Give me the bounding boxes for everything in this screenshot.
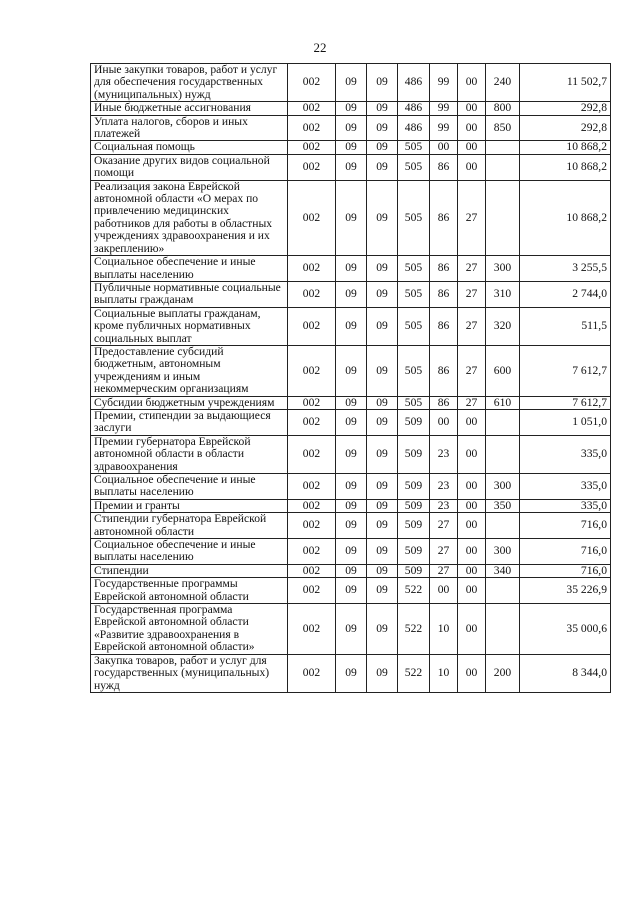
- ministry-code-cell: 002: [288, 604, 336, 655]
- section-code-cell: 09: [336, 256, 367, 282]
- item-name-cell: Публичные нормативные социальные выплаты гражданам: [91, 281, 288, 307]
- target-article-part1-cell: 522: [398, 604, 430, 655]
- item-name-cell: Стипендии губернатора Еврейской автономной области: [91, 513, 288, 539]
- ministry-code-cell: 002: [288, 499, 336, 512]
- subsection-code-cell: 09: [367, 345, 398, 396]
- subsection-code-cell: 09: [367, 396, 398, 409]
- target-article-part3-cell: 00: [458, 604, 486, 655]
- item-name-cell: Оказание других видов социальной помощи: [91, 154, 288, 180]
- subsection-code-cell: 09: [367, 102, 398, 115]
- item-name-cell: Социальное обеспечение и иные выплаты населению: [91, 256, 288, 282]
- target-article-part3-cell: 27: [458, 345, 486, 396]
- target-article-part1-cell: 509: [398, 435, 430, 473]
- amount-cell: 2 744,0: [520, 281, 611, 307]
- target-article-part2-cell: 86: [430, 307, 458, 345]
- item-name-cell: Государственные программы Еврейской автономной области: [91, 578, 288, 604]
- target-article-part2-cell: 10: [430, 654, 458, 692]
- target-article-part3-cell: 27: [458, 307, 486, 345]
- target-article-part2-cell: 00: [430, 141, 458, 154]
- item-name-cell: Социальная помощь: [91, 141, 288, 154]
- target-article-part3-cell: 00: [458, 409, 486, 435]
- ministry-code-cell: 002: [288, 578, 336, 604]
- table-row: [91, 578, 611, 604]
- target-article-part1-cell: 509: [398, 474, 430, 500]
- amount-cell: 3 255,5: [520, 256, 611, 282]
- target-article-part1-cell: 509: [398, 539, 430, 565]
- target-article-part3-cell: 27: [458, 281, 486, 307]
- item-name-cell: Премии губернатора Еврейской автономной области в области здравоохранения: [91, 435, 288, 473]
- section-code-cell: 09: [336, 578, 367, 604]
- expense-type-code-cell: [486, 604, 520, 655]
- expense-type-code-cell: [486, 513, 520, 539]
- amount-cell: 335,0: [520, 435, 611, 473]
- section-code-cell: 09: [336, 604, 367, 655]
- table-row: [91, 141, 611, 154]
- target-article-part1-cell: 509: [398, 513, 430, 539]
- target-article-part1-cell: 505: [398, 281, 430, 307]
- expense-type-code-cell: 350: [486, 499, 520, 512]
- item-name-cell: Стипендии: [91, 564, 288, 577]
- expense-type-code-cell: 300: [486, 539, 520, 565]
- target-article-part2-cell: 23: [430, 499, 458, 512]
- section-code-cell: 09: [336, 154, 367, 180]
- table-row: [91, 435, 611, 473]
- amount-cell: 1 051,0: [520, 409, 611, 435]
- subsection-code-cell: 09: [367, 281, 398, 307]
- target-article-part2-cell: 99: [430, 64, 458, 102]
- amount-cell: 11 502,7: [520, 64, 611, 102]
- ministry-code-cell: 002: [288, 180, 336, 255]
- table-row: [91, 115, 611, 141]
- target-article-part3-cell: 00: [458, 102, 486, 115]
- item-name-cell: Иные закупки товаров, работ и услуг для обеспечения государственных (муниципальных) нужд: [91, 64, 288, 102]
- item-name-cell: Социальные выплаты гражданам, кроме публичных нормативных социальных выплат: [91, 307, 288, 345]
- target-article-part2-cell: 23: [430, 474, 458, 500]
- subsection-code-cell: 09: [367, 141, 398, 154]
- ministry-code-cell: 002: [288, 307, 336, 345]
- ministry-code-cell: 002: [288, 141, 336, 154]
- target-article-part2-cell: 10: [430, 604, 458, 655]
- amount-cell: 10 868,2: [520, 141, 611, 154]
- table-row: [91, 499, 611, 512]
- ministry-code-cell: 002: [288, 654, 336, 692]
- expense-type-code-cell: [486, 409, 520, 435]
- target-article-part3-cell: 00: [458, 499, 486, 512]
- target-article-part1-cell: 505: [398, 396, 430, 409]
- ministry-code-cell: 002: [288, 102, 336, 115]
- target-article-part1-cell: 522: [398, 578, 430, 604]
- item-name-cell: Субсидии бюджетным учреждениям: [91, 396, 288, 409]
- target-article-part3-cell: 00: [458, 564, 486, 577]
- table-row: [91, 604, 611, 655]
- table-row: [91, 513, 611, 539]
- target-article-part3-cell: 00: [458, 115, 486, 141]
- expense-type-code-cell: 320: [486, 307, 520, 345]
- expense-type-code-cell: 200: [486, 654, 520, 692]
- subsection-code-cell: 09: [367, 654, 398, 692]
- expense-type-code-cell: [486, 180, 520, 255]
- table-row: [91, 564, 611, 577]
- target-article-part2-cell: 27: [430, 564, 458, 577]
- section-code-cell: 09: [336, 435, 367, 473]
- table-row: [91, 281, 611, 307]
- amount-cell: 35 226,9: [520, 578, 611, 604]
- subsection-code-cell: 09: [367, 578, 398, 604]
- table-row: [91, 154, 611, 180]
- section-code-cell: 09: [336, 499, 367, 512]
- item-name-cell: Закупка товаров, работ и услуг для государственных (муниципальных) нужд: [91, 654, 288, 692]
- target-article-part1-cell: 505: [398, 307, 430, 345]
- section-code-cell: 09: [336, 409, 367, 435]
- table-row: [91, 102, 611, 115]
- section-code-cell: 09: [336, 115, 367, 141]
- table-row: [91, 654, 611, 692]
- expense-type-code-cell: [486, 435, 520, 473]
- item-name-cell: Государственная программа Еврейской автономной области «Развитие здравоохранения в Еврейской автономной области»: [91, 604, 288, 655]
- table-row: [91, 256, 611, 282]
- target-article-part2-cell: 99: [430, 115, 458, 141]
- amount-cell: 10 868,2: [520, 180, 611, 255]
- target-article-part1-cell: 509: [398, 409, 430, 435]
- section-code-cell: 09: [336, 307, 367, 345]
- section-code-cell: 09: [336, 180, 367, 255]
- target-article-part2-cell: 27: [430, 513, 458, 539]
- target-article-part3-cell: 00: [458, 654, 486, 692]
- section-code-cell: 09: [336, 513, 367, 539]
- target-article-part1-cell: 486: [398, 64, 430, 102]
- expense-type-code-cell: 610: [486, 396, 520, 409]
- item-name-cell: Социальное обеспечение и иные выплаты населению: [91, 474, 288, 500]
- amount-cell: 35 000,6: [520, 604, 611, 655]
- expense-type-code-cell: 600: [486, 345, 520, 396]
- expense-type-code-cell: 800: [486, 102, 520, 115]
- target-article-part2-cell: 86: [430, 396, 458, 409]
- target-article-part2-cell: 86: [430, 180, 458, 255]
- target-article-part1-cell: 509: [398, 564, 430, 577]
- target-article-part2-cell: 86: [430, 345, 458, 396]
- ministry-code-cell: 002: [288, 256, 336, 282]
- amount-cell: 335,0: [520, 474, 611, 500]
- ministry-code-cell: 002: [288, 435, 336, 473]
- section-code-cell: 09: [336, 654, 367, 692]
- target-article-part2-cell: 86: [430, 154, 458, 180]
- item-name-cell: Премии и гранты: [91, 499, 288, 512]
- item-name-cell: Предоставление субсидий бюджетным, автономным учреждениям и иным некоммерческим организациям: [91, 345, 288, 396]
- expense-type-code-cell: [486, 141, 520, 154]
- target-article-part3-cell: 00: [458, 539, 486, 565]
- subsection-code-cell: 09: [367, 474, 398, 500]
- section-code-cell: 09: [336, 102, 367, 115]
- ministry-code-cell: 002: [288, 539, 336, 565]
- target-article-part3-cell: 00: [458, 64, 486, 102]
- amount-cell: 716,0: [520, 564, 611, 577]
- ministry-code-cell: 002: [288, 409, 336, 435]
- amount-cell: 8 344,0: [520, 654, 611, 692]
- table-row: [91, 180, 611, 255]
- subsection-code-cell: 09: [367, 180, 398, 255]
- amount-cell: 7 612,7: [520, 396, 611, 409]
- subsection-code-cell: 09: [367, 539, 398, 565]
- expense-type-code-cell: 240: [486, 64, 520, 102]
- target-article-part1-cell: 505: [398, 345, 430, 396]
- ministry-code-cell: 002: [288, 564, 336, 577]
- target-article-part2-cell: 99: [430, 102, 458, 115]
- target-article-part1-cell: 505: [398, 256, 430, 282]
- ministry-code-cell: 002: [288, 281, 336, 307]
- ministry-code-cell: 002: [288, 115, 336, 141]
- ministry-code-cell: 002: [288, 345, 336, 396]
- table-row: [91, 396, 611, 409]
- amount-cell: 335,0: [520, 499, 611, 512]
- expense-type-code-cell: 340: [486, 564, 520, 577]
- table-row: [91, 409, 611, 435]
- table-row: [91, 345, 611, 396]
- subsection-code-cell: 09: [367, 499, 398, 512]
- expense-type-code-cell: [486, 578, 520, 604]
- item-name-cell: Иные бюджетные ассигнования: [91, 102, 288, 115]
- target-article-part3-cell: 27: [458, 256, 486, 282]
- section-code-cell: 09: [336, 539, 367, 565]
- section-code-cell: 09: [336, 141, 367, 154]
- expense-type-code-cell: [486, 154, 520, 180]
- table-body: [91, 64, 611, 693]
- target-article-part2-cell: 00: [430, 409, 458, 435]
- item-name-cell: Уплата налогов, сборов и иных платежей: [91, 115, 288, 141]
- ministry-code-cell: 002: [288, 474, 336, 500]
- subsection-code-cell: 09: [367, 115, 398, 141]
- section-code-cell: 09: [336, 564, 367, 577]
- expense-type-code-cell: 300: [486, 474, 520, 500]
- subsection-code-cell: 09: [367, 564, 398, 577]
- subsection-code-cell: 09: [367, 604, 398, 655]
- target-article-part1-cell: 505: [398, 180, 430, 255]
- section-code-cell: 09: [336, 64, 367, 102]
- section-code-cell: 09: [336, 474, 367, 500]
- item-name-cell: Социальное обеспечение и иные выплаты населению: [91, 539, 288, 565]
- amount-cell: 511,5: [520, 307, 611, 345]
- target-article-part3-cell: 00: [458, 154, 486, 180]
- section-code-cell: 09: [336, 281, 367, 307]
- amount-cell: 716,0: [520, 539, 611, 565]
- ministry-code-cell: 002: [288, 154, 336, 180]
- amount-cell: 292,8: [520, 102, 611, 115]
- item-name-cell: Премии, стипендии за выдающиеся заслуги: [91, 409, 288, 435]
- target-article-part1-cell: 505: [398, 154, 430, 180]
- target-article-part2-cell: 86: [430, 281, 458, 307]
- target-article-part2-cell: 23: [430, 435, 458, 473]
- target-article-part1-cell: 509: [398, 499, 430, 512]
- subsection-code-cell: 09: [367, 435, 398, 473]
- target-article-part1-cell: 522: [398, 654, 430, 692]
- item-name-cell: Реализация закона Еврейской автономной области «О мерах по привлечению медицинских работников для работы в областных учреждениях здравоохранения и их закреплению»: [91, 180, 288, 255]
- page-number: 22: [313, 40, 327, 55]
- target-article-part2-cell: 00: [430, 578, 458, 604]
- expense-type-code-cell: 310: [486, 281, 520, 307]
- budget-table: [90, 63, 611, 693]
- section-code-cell: 09: [336, 396, 367, 409]
- target-article-part3-cell: 27: [458, 180, 486, 255]
- target-article-part1-cell: 486: [398, 102, 430, 115]
- target-article-part2-cell: 86: [430, 256, 458, 282]
- target-article-part3-cell: 00: [458, 141, 486, 154]
- ministry-code-cell: 002: [288, 513, 336, 539]
- target-article-part3-cell: 00: [458, 474, 486, 500]
- amount-cell: 7 612,7: [520, 345, 611, 396]
- target-article-part3-cell: 00: [458, 513, 486, 539]
- amount-cell: 716,0: [520, 513, 611, 539]
- target-article-part3-cell: 00: [458, 435, 486, 473]
- subsection-code-cell: 09: [367, 409, 398, 435]
- target-article-part2-cell: 27: [430, 539, 458, 565]
- subsection-code-cell: 09: [367, 307, 398, 345]
- subsection-code-cell: 09: [367, 154, 398, 180]
- table-row: [91, 307, 611, 345]
- expense-type-code-cell: 300: [486, 256, 520, 282]
- ministry-code-cell: 002: [288, 396, 336, 409]
- expense-type-code-cell: 850: [486, 115, 520, 141]
- subsection-code-cell: 09: [367, 256, 398, 282]
- subsection-code-cell: 09: [367, 64, 398, 102]
- table-row: [91, 64, 611, 102]
- subsection-code-cell: 09: [367, 513, 398, 539]
- table-row: [91, 539, 611, 565]
- target-article-part3-cell: 27: [458, 396, 486, 409]
- target-article-part1-cell: 505: [398, 141, 430, 154]
- table-row: [91, 474, 611, 500]
- section-code-cell: 09: [336, 345, 367, 396]
- target-article-part1-cell: 486: [398, 115, 430, 141]
- amount-cell: 10 868,2: [520, 154, 611, 180]
- ministry-code-cell: 002: [288, 64, 336, 102]
- amount-cell: 292,8: [520, 115, 611, 141]
- target-article-part3-cell: 00: [458, 578, 486, 604]
